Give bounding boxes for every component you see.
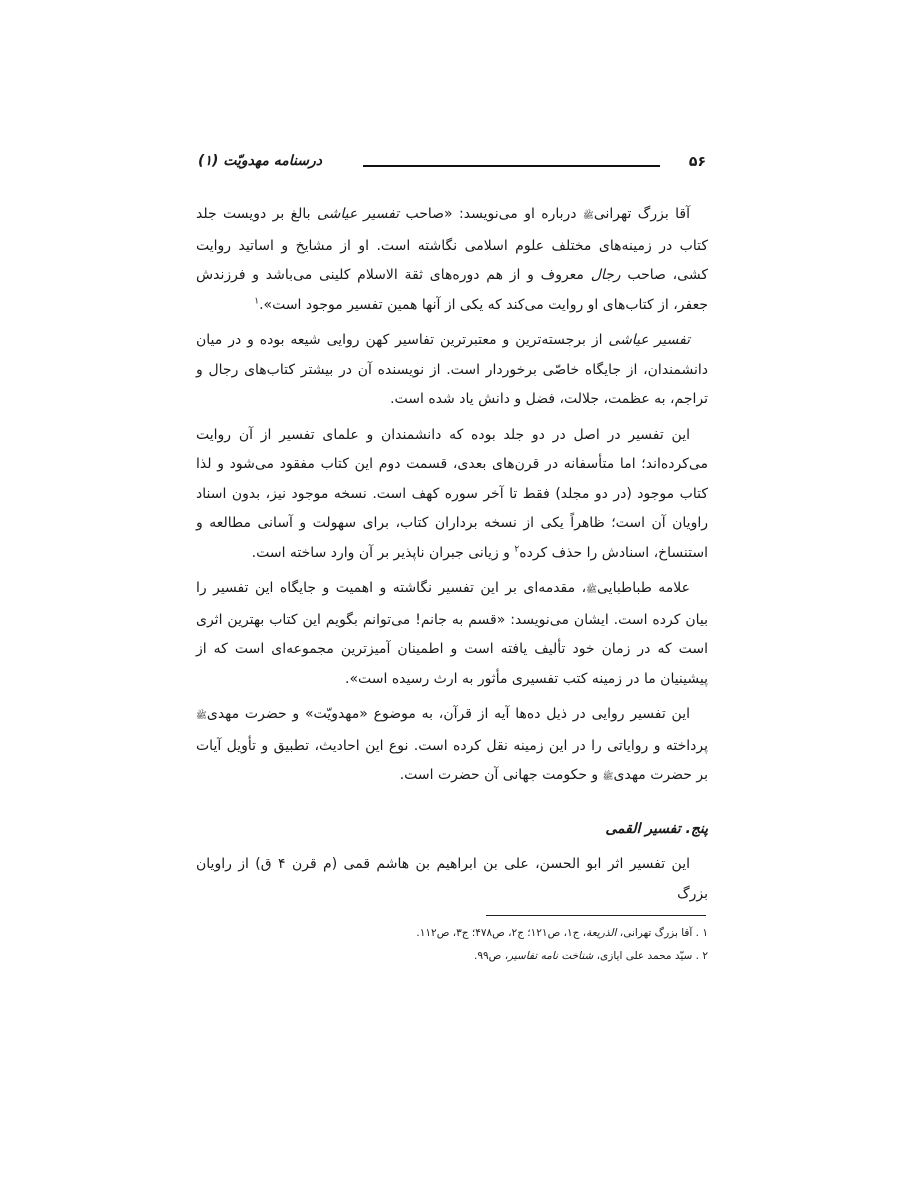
honorific-glyph: ﷺ — [586, 585, 597, 595]
text-run: این تفسیر روایی در ذیل ده‌ها آیه از قرآن، به موضوع «مهدویّت» و حضرت مهدی — [206, 706, 690, 722]
footnote-divider — [486, 915, 706, 916]
honorific-glyph: ﷺ — [196, 711, 207, 721]
italic-term: شناخت نامه تفاسیر — [508, 950, 594, 962]
text-run: از برجسته‌ترین و معتبرترین تفاسیر کهن روایی شیعه بوده و در میان دانشمندان، از جایگاه خاصّی برخوردار است. از نویسنده آن در بیشتر کتاب‌های رجال و تراجم، به عظمت، جلالت، فضل و دانش یاد شده است. — [196, 332, 708, 407]
main-text — [196, 200, 708, 915]
text-run: و زیانی جبران ناپذیر بر آن وارد ساخته است. — [251, 544, 515, 561]
text-run: و حکومت جهانی آن حضرت است. — [399, 767, 603, 783]
text-run: علامه طباطبایی — [597, 580, 690, 596]
text-run: آقا بزرگ تهرانی — [593, 206, 690, 222]
honorific-glyph: ﷺ — [602, 772, 614, 782]
paragraph-3 — [196, 421, 708, 569]
text-run: این تفسیر در اصل در دو جلد بوده که دانشمندان و علمای تفسیر از آن روایت می‌کرده‌اند؛ اما متأسفانه در قرن‌های بعدی، قسمت دوم این کتاب مفقود می‌شود و لذا کتاب موجود (در دو مجلد) فقط تا آخر سوره کهف است. نسخه موجود نیز، بدون اسناد راویان آن است؛ ظاهراً یکی از نسخه برداران کتاب، برای سهولت و آسانی مطالعه و استنساخ، اسنادش را حذف کرده — [196, 426, 708, 561]
footnote-marker: ۱ — [254, 295, 260, 306]
page-header — [198, 152, 706, 178]
text-run: ۲ . سیّد محمد علی ایازی، — [593, 950, 708, 962]
paragraph-4 — [196, 574, 708, 694]
paragraph-2 — [196, 326, 708, 415]
italic-term: الذریعة — [586, 927, 617, 939]
page-number: ۵۶ — [688, 154, 706, 170]
paragraph-6: این تفسیر اثر ابو الحسن، علی بن ابراهیم بن هاشم قمی (م قرن ۴ ق) از راویان بزرگ — [196, 856, 708, 902]
text-run: ، ج۱، ص۱۲۱؛ ج۲، ص۴۷۸؛ ج۳، ص۱۱۲. — [416, 927, 587, 939]
italic-term: تفسیر عیاشی — [608, 332, 690, 348]
running-title: درسنامه مهدویّت (۱) — [198, 153, 323, 169]
text-run: بالغ بر دویست جلد کتاب در زمینه‌های مختلف علوم اسلامی نگاشته است. او از مشایخ و اساتید روایت کشی، صاحب — [196, 206, 708, 283]
text-run: ، ص۹۹. — [474, 950, 509, 962]
text-run: معروف و از هم دوره‌های ثقة الاسلام کلینی می‌باشد و فرزندش جعفر، از کتاب‌های او روایت می‌کند که یکی از آنها همین تفسیر موجود است». — [196, 267, 708, 313]
paragraph-1 — [196, 200, 708, 320]
section-heading: پنج. تفسیر القمی — [605, 820, 708, 837]
italic-term: تفسیر عیاشی — [316, 206, 400, 222]
text-run: ۱ . آقا بزرگ تهرانی، — [616, 927, 708, 939]
footnotes — [196, 922, 708, 968]
footnote-2 — [196, 945, 708, 968]
footnote-1 — [196, 922, 708, 945]
header-rule — [363, 165, 660, 167]
honorific-glyph: ﷺ — [582, 211, 594, 221]
text-run: ، مقدمه‌ای بر این تفسیر نگاشته و اهمیت و جایگاه این تفسیر را بیان کرده است. ایشان می‌نویسد: «قسم به جانم! می‌توانم بگویم این کتاب بهترین اثری است که در زمان خود تألیف یافته است و اطمینان آمیزترین مجموعه‌ای است که از پیشینیان ما در زمینه کتب تفسیری مأثور به ارث رسیده است». — [196, 580, 708, 687]
text-run: پرداخته و روایاتی را در این زمینه نقل کرده است. نوع این احادیث، تطبیق و تأویل آیات بر حضرت مهدی — [196, 737, 708, 783]
text-run: درباره او می‌نویسد: «صاحب — [399, 206, 583, 222]
footnote-marker: ۲ — [514, 543, 520, 554]
italic-term: رجال — [590, 267, 621, 283]
paragraph-5 — [196, 700, 708, 793]
